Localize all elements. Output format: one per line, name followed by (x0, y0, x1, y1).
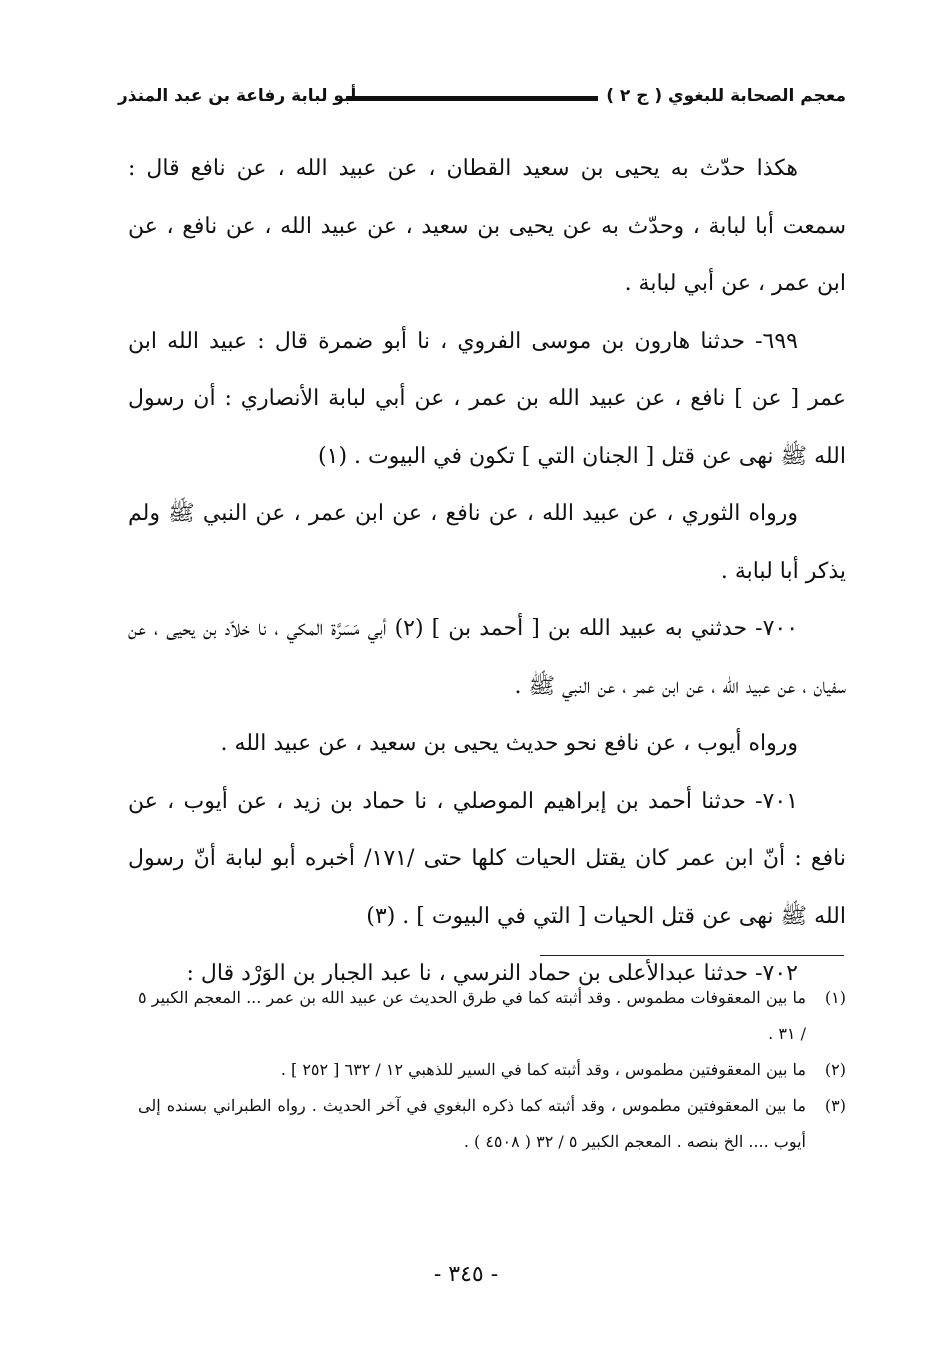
footnote-text: ما بين المعقوفتين مطموس ، وقد أثبته كما في السير للذهبي ١٢ / ٦٣٢ [ ٢٥٢ ] . (280, 1060, 806, 1079)
header-rule (348, 96, 598, 101)
footnote (138, 1088, 846, 1160)
footnote-number: (١) (824, 988, 846, 1007)
footnote-number: (٢) (824, 1060, 846, 1079)
footnotes (138, 980, 846, 1160)
hadith-699: ٦٩٩- حدثنا هارون بن موسى الفروي ، نا أبو ضمرة قال : عبيد الله ابن عمر [ عن ] نافع ، عن عبيد الله بن عمر ، عن أبي لبابة الأنصاري : أن رسول الله ﷺ نهى عن قتل [ الجنان التي ] تكون في البيوت . (١) (128, 328, 846, 469)
running-header (118, 86, 846, 116)
paragraph: هكذا حدّث به يحيى بن سعيد القطان ، عن عبيد الله ، عن نافع قال : سمعت أبا لبابة ، وحدّث به عن يحيى بن سعيد ، عن عبيد الله ، عن نافع ، عن ابن عمر ، عن أبي لبابة . (128, 156, 846, 296)
footnote-separator (540, 955, 844, 956)
footnote-text: ما بين المعقوفتين مطموس ، وقد أثبته كما ذكره البغوي في آخر الحديث . رواه الطبراني بسنده إلى أيوب .... الخ بنصه . المعجم الكبير ٥ / ٣٢ ( ٤٥٠٨ ) . (138, 1096, 806, 1151)
footnote-text: ما بين المعقوفات مطموس . وقد أثبته كما في طرق الحديث عن عبيد الله بن عمر ... المعجم الكبير ٥ / ٣١ . (138, 988, 806, 1043)
paragraph: ورواه الثوري ، عن عبيد الله ، عن نافع ، عن ابن عمر ، عن النبي ﷺ ولم يذكر أبا لبابة . (128, 501, 846, 584)
header-entry-title: أبو لبابة رفاعة بن عبد المنذر (118, 86, 357, 106)
main-text (128, 140, 846, 1003)
hadith-700: ٧٠٠- حدثني به عبيد الله بن [ أحمد بن ] (٢) أبي مَسَرَّة المكي ، نا خلاّد بن يحيى ، عن سفيان ، عن عبيد الله ، عن ابن عمر ، عن النبي ﷺ . (128, 616, 846, 699)
hadith-702: ٧٠٢- حدثنا عبدالأعلى بن حماد النرسي ، نا عبد الجبار بن الوَرْد قال : (186, 961, 798, 986)
footnote (138, 980, 846, 1052)
footnote-number: (٣) (824, 1096, 846, 1115)
hadith-701: ٧٠١- حدثنا أحمد بن إبراهيم الموصلي ، نا حماد بن زيد ، عن أيوب ، عن نافع : أنّ ابن عمر كان يقتل الحيات كلها حتى /١٧١/ أخبره أبو لبابة أنّ رسول الله ﷺ نهى عن قتل الحيات [ التي في البيوت ] . (٣) (128, 788, 846, 929)
page-number: - ٣٤٥ - (433, 1262, 499, 1287)
footnote (138, 1052, 846, 1088)
paragraph: ورواه أيوب ، عن نافع نحو حديث يحيى بن سعيد ، عن عبيد الله . (220, 731, 798, 756)
header-book-title: معجم الصحابة للبغوي ( ج ٢ ) (606, 86, 846, 106)
